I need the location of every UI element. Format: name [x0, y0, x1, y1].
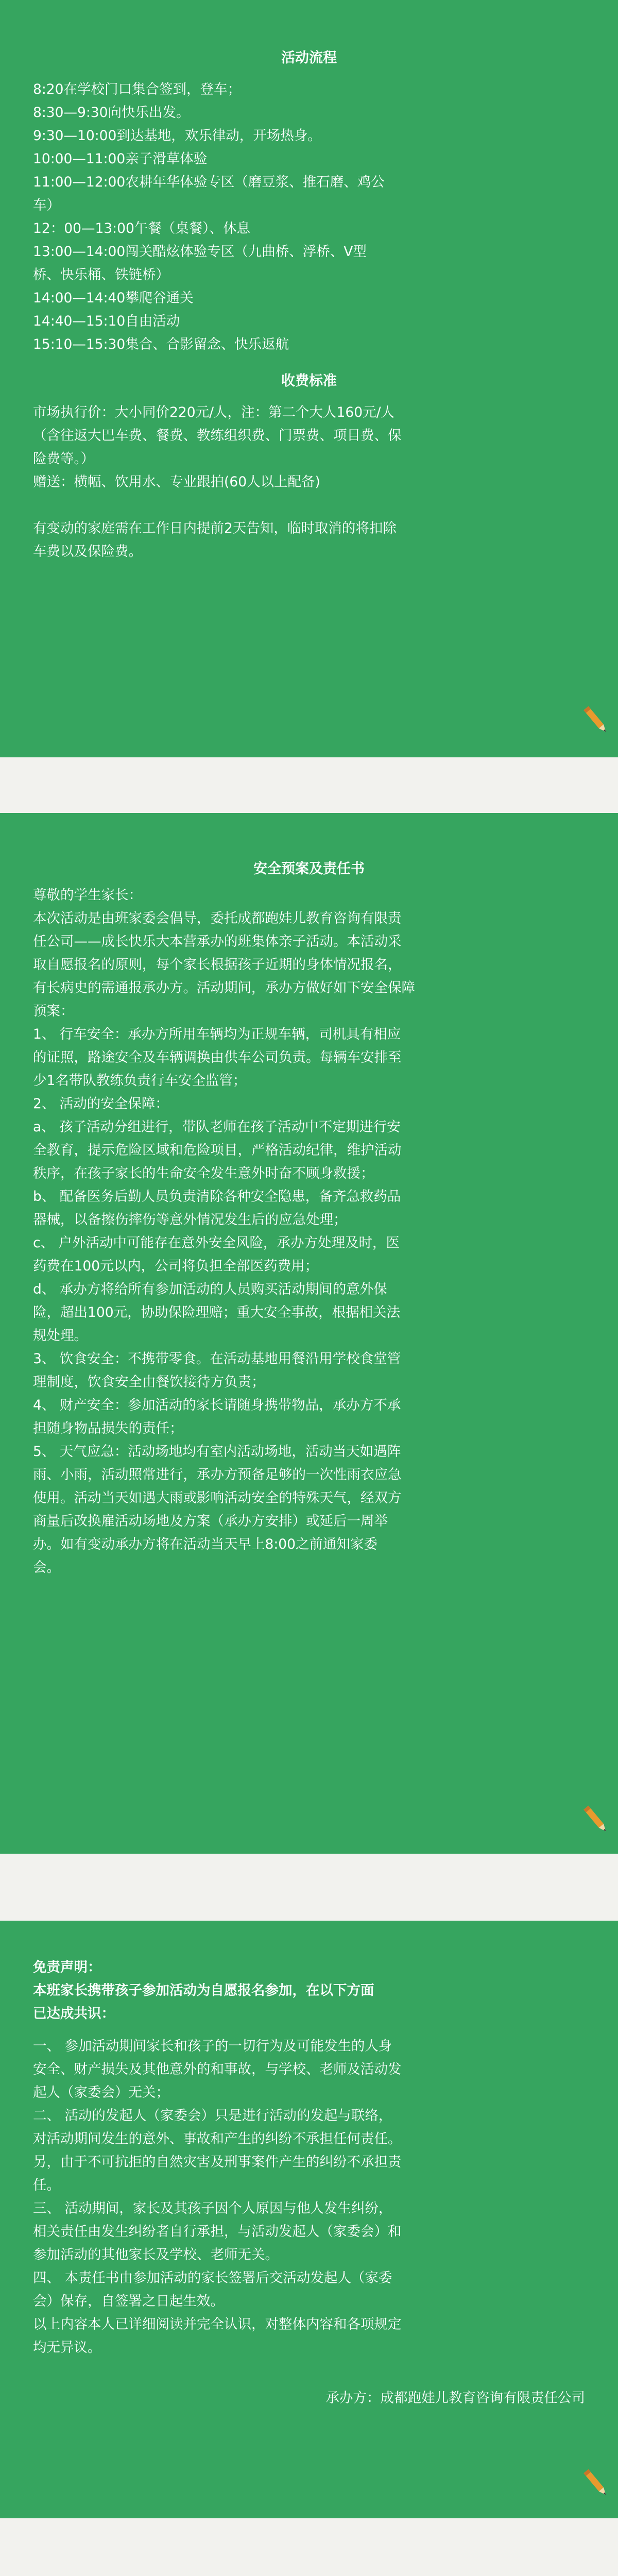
- text-line: 使用。活动当天如遇大雨或影响活动安全的特殊天气，经双方: [33, 1490, 402, 1506]
- text-line: 任公司——成长快乐大本营承办的班集体亲子活动。本活动采: [33, 934, 402, 950]
- text-line: 车）: [33, 197, 60, 213]
- text-line: 四、 本责任书由参加活动的家长签署后交活动发起人（家委: [33, 2270, 392, 2286]
- text-line: 会）保存，自签署之日起生效。: [33, 2293, 224, 2309]
- text-line: 14:00—14:40攀爬谷通关: [33, 290, 194, 306]
- text-line: 8:30—9:30向快乐出发。: [33, 105, 190, 121]
- text-line: 相关责任由发生纠纷者自行承担，与活动发起人（家委会）和: [33, 2224, 402, 2240]
- text-line: 秩序，在孩子家长的生命安全发生意外时奋不顾身救援；: [33, 1165, 374, 1181]
- fee-title: 收费标准: [281, 373, 337, 389]
- text-line: 已达成共识：: [33, 2006, 115, 2022]
- text-line: 市场执行价：大小同价220元/人，注：第二个大人160元/人: [33, 404, 395, 420]
- text-line: （含往返大巴车费、餐费、教练组织费、门票费、项目费、保: [33, 428, 402, 444]
- text-line: 三、 活动期间，家长及其孩子因个人原因与他人发生纠纷，: [33, 2200, 392, 2216]
- text-line: 尊敬的学生家长：: [33, 887, 142, 903]
- text-line: 11:00—12:00农耕年华体验专区（磨豆浆、推石磨、鸡公: [33, 174, 385, 190]
- text-line: 本班家长携带孩子参加活动为自愿报名参加，在以下方面: [33, 1982, 374, 1998]
- schedule-list: [33, 78, 585, 356]
- text-line: 以上内容本人已详细阅读并完全认识，对整体内容和各项规定: [33, 2316, 402, 2332]
- text-line: 13:00—14:00闯关酷炫体验专区（九曲桥、浮桥、V型: [33, 244, 367, 260]
- text-line: 担随身物品损失的责任；: [33, 1420, 183, 1436]
- text-line: 全教育，提示危险区域和危险项目，严格活动纪律，维护活动: [33, 1142, 402, 1158]
- text-line: 办。如有变动承办方将在活动当天早上8:00之前通知家委: [33, 1536, 378, 1552]
- text-line: 12：00—13:00午餐（桌餐）、休息: [33, 221, 251, 236]
- schedule-title: 活动流程: [281, 50, 337, 66]
- text-line: 取自愿报名的原则，每个家长根据孩子近期的身体情况报名，: [33, 957, 402, 973]
- text-line: 参加活动的其他家长及学校、老师无关。: [33, 2247, 279, 2263]
- text-line: 险，超出100元，协助保险理赔；重大安全事故，根据相关法: [33, 1304, 401, 1320]
- text-line: 14:40—15:10自由活动: [33, 313, 180, 329]
- text-line: 二、 活动的发起人（家委会）只是进行活动的发起与联络，: [33, 2108, 392, 2124]
- safety-title: 安全预案及责任书: [253, 861, 365, 877]
- text-line: 药费在100元以内，公司将负担全部医药费用；: [33, 1258, 319, 1274]
- text-line: [33, 2359, 585, 2382]
- text-line: 险费等。）: [33, 451, 95, 467]
- text-line: 15:10—15:30集合、合影留念、快乐返航: [33, 336, 289, 352]
- text-line: 5、 天气应急：活动场地均有室内活动场地，活动当天如遇阵: [33, 1444, 401, 1460]
- text-line: 2、 活动的安全保障：: [33, 1096, 169, 1112]
- text-line: 安全、财产损失及其他意外的和事故，与学校、老师及活动发: [33, 2061, 402, 2077]
- text-line: 规处理。: [33, 1328, 88, 1344]
- text-line: 器械，以备擦伤摔伤等意外情况发生后的应急处理；: [33, 1212, 347, 1228]
- text-line: 一、 参加活动期间家长和孩子的一切行为及可能发生的人身: [33, 2038, 392, 2054]
- text-line: 赠送：横幅、饮用水、专业跟拍(60人以上配备): [33, 474, 320, 490]
- card-schedule: [0, 0, 618, 757]
- card-disclaimer: [0, 1921, 618, 2518]
- text-line: 均无异议。: [33, 2340, 101, 2355]
- text-line: c、 户外活动中可能存在意外安全风险，承办方处理及时，医: [33, 1235, 400, 1251]
- text-line: 起人（家委会）无关；: [33, 2084, 169, 2100]
- card-safety: [0, 813, 618, 1854]
- text-line: 理制度，饮食安全由餐饮接待方负责；: [33, 1374, 265, 1390]
- text-line: 免责声明：: [33, 1959, 101, 1975]
- fee-list: [33, 401, 585, 563]
- text-line: 3、 饮食安全：不携带零食。在活动基地用餐沿用学校食堂管: [33, 1351, 401, 1367]
- text-line: 9:30—10:00到达基地，欢乐律动，开场热身。: [33, 128, 321, 144]
- text-line: a、 孩子活动分组进行，带队老师在孩子活动中不定期进行安: [33, 1119, 401, 1135]
- text-line: 任。: [33, 2177, 60, 2193]
- safety-text: [33, 884, 585, 1579]
- text-line: 有长病史的需通报承办方。活动期间，承办方做好如下安全保障: [33, 980, 415, 996]
- text-line: 会。: [33, 1560, 60, 1575]
- text-line: 车费以及保险费。: [33, 544, 142, 560]
- text-line: 8:20在学校门口集合签到，登车；: [33, 81, 242, 97]
- text-line: 另，由于不可抗拒的自然灾害及刑事案件产生的纠纷不承担责: [33, 2154, 402, 2170]
- text-line: 1、 行车安全：承办方所用车辆均为正规车辆，司机具有相应: [33, 1026, 401, 1042]
- pencil-icon: [578, 2466, 614, 2502]
- text-line: 桥、快乐桶、铁链桥）: [33, 267, 169, 283]
- disclaimer-heading: [33, 1956, 585, 2025]
- text-line: 少1名带队教练负责行车安全监管；: [33, 1073, 247, 1089]
- text-line: 的证照，路途安全及车辆调换由供车公司负责。每辆车安排至: [33, 1049, 402, 1065]
- text-line: [33, 494, 585, 517]
- pencil-icon: [578, 1802, 614, 1838]
- text-line: 本次活动是由班家委会倡导，委托成都跑娃儿教育咨询有限责: [33, 910, 402, 926]
- pencil-icon: [578, 703, 614, 739]
- text-line: 4、 财产安全：参加活动的家长请随身携带物品，承办方不承: [33, 1397, 401, 1413]
- text-line: 雨、小雨，活动照常进行，承办方预备足够的一次性雨衣应急: [33, 1467, 402, 1483]
- signer: 承办方：成都跑娃儿教育咨询有限责任公司: [325, 2390, 585, 2406]
- text-line: 预案：: [33, 1003, 74, 1019]
- text-line: 商量后改换雇活动场地及方案（承办方安排）或延后一周举: [33, 1513, 388, 1529]
- text-line: 有变动的家庭需在工作日内提前2天告知，临时取消的将扣除: [33, 520, 397, 536]
- text-line: d、 承办方将给所有参加活动的人员购买活动期间的意外保: [33, 1281, 387, 1297]
- text-line: 10:00—11:00亲子滑草体验: [33, 151, 208, 167]
- text-line: 对活动期间发生的意外、事故和产生的纠纷不承担任何责任。: [33, 2131, 402, 2147]
- text-line: b、 配备医务后勤人员负责清除各种安全隐患，备齐急救药品: [33, 1189, 401, 1205]
- disclaimer-text: [33, 2035, 585, 2382]
